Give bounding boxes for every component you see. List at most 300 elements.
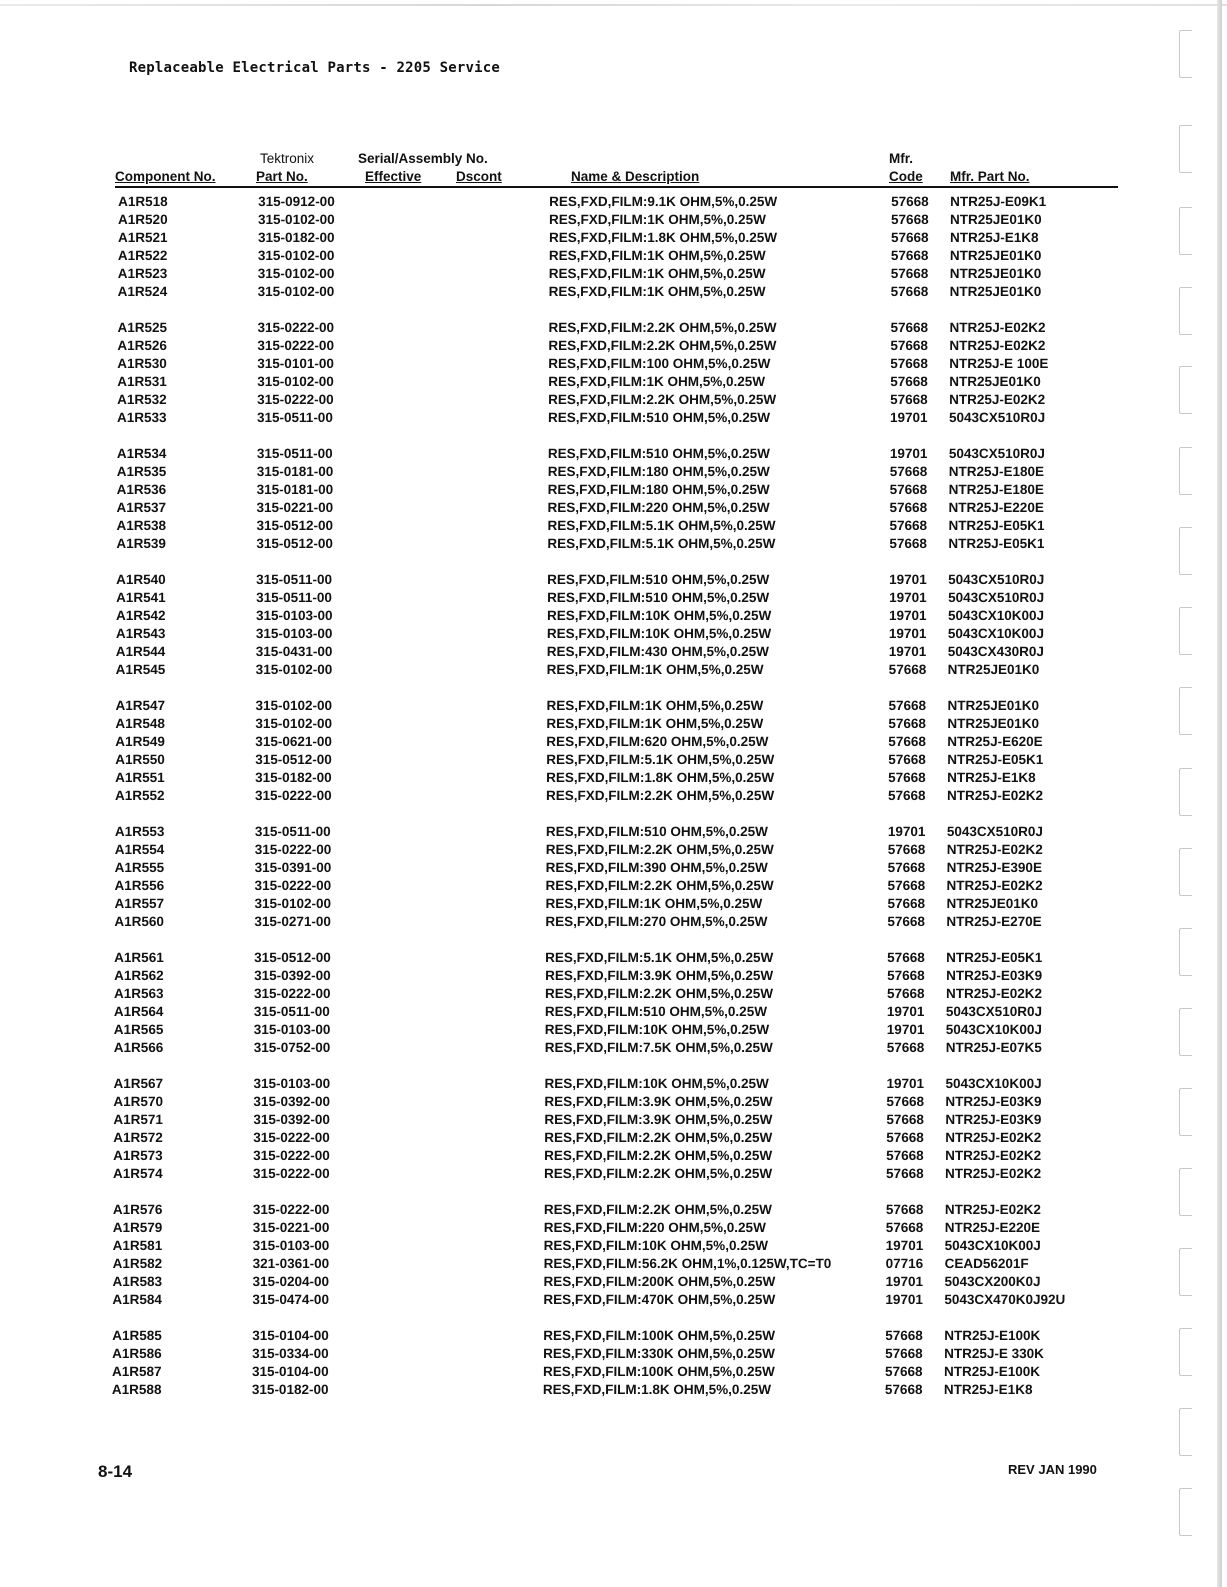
tektronix-part-no: 315-0912-00 <box>258 194 335 209</box>
mfr-part-no: NTR25J-E620E <box>947 734 1043 749</box>
mfr-code: 57668 <box>890 392 928 407</box>
component-no: A1R584 <box>112 1292 162 1307</box>
binding-hole <box>1179 366 1192 414</box>
mfr-part-no: 5043CX510R0J <box>945 1004 1043 1019</box>
component-no: A1R535 <box>116 464 167 479</box>
table-row <box>118 211 1121 229</box>
name-description: RES,FXD,FILM:220 OHM,5%,0.25W <box>543 1220 766 1235</box>
table-row <box>117 355 1120 373</box>
tektronix-part-no: 315-0222-00 <box>255 788 332 803</box>
row-group <box>113 1075 1117 1183</box>
name-description: RES,FXD,FILM:1K OHM,5%,0.25W <box>548 248 766 263</box>
tektronix-part-no: 315-0431-00 <box>255 644 333 659</box>
name-description: RES,FXD,FILM:510 OHM,5%,0.25W <box>547 572 770 587</box>
mfr-part-no: NTR25J-E270E <box>946 914 1042 929</box>
name-description: RES,FXD,FILM:390 OHM,5%,0.25W <box>545 860 768 875</box>
component-no: A1R545 <box>115 662 166 677</box>
table-row <box>115 823 1118 841</box>
name-description: RES,FXD,FILM:5.1K OHM,5%,0.25W <box>545 950 774 965</box>
tektronix-part-no: 315-0222-00 <box>253 1130 330 1145</box>
name-description: RES,FXD,FILM:3.9K OHM,5%,0.25W <box>545 968 774 983</box>
table-row <box>112 1327 1115 1345</box>
table-row <box>115 841 1118 859</box>
tektronix-part-no: 321-0361-00 <box>252 1256 330 1271</box>
mfr-part-no: NTR25J-E05K1 <box>948 536 1045 551</box>
mfr-part-no: NTR25J-E220E <box>944 1220 1041 1235</box>
table-row <box>115 715 1118 733</box>
name-description: RES,FXD,FILM:270 OHM,5%,0.25W <box>545 914 768 929</box>
binding-spine <box>1217 0 1222 1587</box>
mfr-code: 57668 <box>888 698 927 713</box>
name-description: RES,FXD,FILM:1K OHM,5%,0.25W <box>548 284 766 299</box>
name-description: RES,FXD,FILM:5.1K OHM,5%,0.25W <box>546 752 775 767</box>
table-row <box>114 1003 1117 1021</box>
mfr-code: 57668 <box>888 770 926 785</box>
table-row <box>113 1219 1116 1237</box>
table-row <box>113 1075 1116 1093</box>
table-row <box>116 517 1119 535</box>
name-description: RES,FXD,FILM:510 OHM,5%,0.25W <box>547 410 771 425</box>
mfr-code: 57668 <box>890 356 928 371</box>
component-no: A1R565 <box>113 1022 164 1037</box>
component-no: A1R523 <box>117 266 168 281</box>
mfr-part-no: 5043CX10K00J <box>947 626 1045 641</box>
mfr-part-no: 5043CX470K0J92U <box>944 1292 1066 1307</box>
name-description: RES,FXD,FILM:2.2K OHM,5%,0.25W <box>544 986 774 1001</box>
mfr-code: 57668 <box>890 320 929 335</box>
row-group <box>117 319 1121 427</box>
mfr-part-no: NTR25J-E05K1 <box>947 752 1044 767</box>
mfr-code: 57668 <box>885 1202 924 1217</box>
mfr-part-no: NTR25J-E02K2 <box>949 338 1046 353</box>
component-no: A1R530 <box>117 356 167 371</box>
name-description: RES,FXD,FILM:7.5K OHM,5%,0.25W <box>544 1040 773 1055</box>
tektronix-part-no: 315-0221-00 <box>256 500 334 515</box>
name-description: RES,FXD,FILM:10K OHM,5%,0.25W <box>543 1238 769 1253</box>
component-no: A1R572 <box>113 1130 163 1145</box>
component-no: A1R582 <box>112 1256 163 1271</box>
mfr-code: 57668 <box>886 1166 924 1181</box>
table-row <box>113 1237 1116 1255</box>
mfr-code: 57668 <box>890 284 929 299</box>
page-number: 8-14 <box>98 1462 133 1481</box>
name-description: RES,FXD,FILM:330K OHM,5%,0.25W <box>543 1346 775 1361</box>
tektronix-part-no: 315-0102-00 <box>254 896 332 911</box>
binding-hole <box>1179 928 1192 976</box>
page-top-edge <box>0 4 1227 6</box>
mfr-part-no: NTR25J-E02K2 <box>946 842 1043 857</box>
tektronix-part-no: 315-0204-00 <box>252 1274 330 1289</box>
table-row <box>113 1147 1116 1165</box>
tektronix-part-no: 315-0392-00 <box>254 968 331 983</box>
name-description: RES,FXD,FILM:200K OHM,5%,0.25W <box>543 1274 776 1289</box>
name-description: RES,FXD,FILM:10K OHM,5%,0.25W <box>544 1076 769 1091</box>
name-description: RES,FXD,FILM:620 OHM,5%,0.25W <box>546 734 769 749</box>
name-description: RES,FXD,FILM:2.2K OHM,5%,0.25W <box>545 842 774 857</box>
tektronix-part-no: 315-0511-00 <box>256 572 333 587</box>
component-no: A1R539 <box>116 536 166 551</box>
component-no: A1R532 <box>117 392 167 407</box>
component-no: A1R563 <box>113 986 164 1001</box>
name-description: RES,FXD,FILM:2.2K OHM,5%,0.25W <box>548 320 777 335</box>
mfr-code: 57668 <box>887 842 926 857</box>
tektronix-part-no: 315-0103-00 <box>252 1238 330 1253</box>
table-row <box>115 733 1118 751</box>
tektronix-part-no: 315-0221-00 <box>252 1220 330 1235</box>
mfr-code: 19701 <box>889 446 928 461</box>
mfr-part-no: NTR25J-E180E <box>948 482 1045 497</box>
component-no: A1R566 <box>113 1040 164 1055</box>
component-no: A1R583 <box>112 1274 163 1289</box>
mfr-code: 57668 <box>891 194 929 209</box>
table-row <box>112 1381 1115 1399</box>
tektronix-part-no: 315-0222-00 <box>253 1148 330 1163</box>
name-description: RES,FXD,FILM:10K OHM,5%,0.25W <box>544 1022 770 1037</box>
component-no: A1R573 <box>113 1148 163 1163</box>
mfr-code: 57668 <box>887 914 925 929</box>
binding-hole <box>1179 607 1192 655</box>
component-no: A1R544 <box>115 644 166 659</box>
binding-hole <box>1179 1408 1192 1456</box>
mfr-part-no: NTR25J-E02K2 <box>949 392 1046 407</box>
table-row <box>115 787 1118 805</box>
table-row <box>118 247 1121 265</box>
name-description: RES,FXD,FILM:56.2K OHM,1%,0.125W,TC=T0 <box>543 1256 832 1271</box>
mfr-part-no: CEAD56201F <box>944 1256 1029 1271</box>
mfr-code: 57668 <box>888 716 927 731</box>
tektronix-part-no: 315-0621-00 <box>255 734 332 749</box>
tektronix-part-no: 315-0512-00 <box>255 752 332 767</box>
mfr-part-no: NTR25J-E390E <box>946 860 1043 875</box>
mfr-code: 57668 <box>890 230 929 245</box>
mfr-part-no: NTR25JE01K0 <box>947 662 1040 677</box>
mfr-part-no: NTR25J-E03K9 <box>946 968 1043 983</box>
tektronix-part-no: 315-0103-00 <box>253 1076 331 1091</box>
row-group <box>112 1201 1116 1309</box>
tektronix-part-no: 315-0102-00 <box>257 374 334 389</box>
tektronix-part-no: 315-0181-00 <box>256 482 334 497</box>
tektronix-part-no: 315-0103-00 <box>253 1022 331 1037</box>
mfr-code: 19701 <box>886 1022 925 1037</box>
name-description: RES,FXD,FILM:100K OHM,5%,0.25W <box>542 1364 775 1379</box>
mfr-part-no: NTR25JE01K0 <box>947 716 1040 731</box>
mfr-part-no: NTR25JE01K0 <box>946 896 1039 911</box>
tektronix-part-no: 315-0391-00 <box>254 860 332 875</box>
component-no: A1R524 <box>117 284 168 299</box>
name-description: RES,FXD,FILM:180 OHM,5%,0.25W <box>547 464 770 479</box>
name-description: RES,FXD,FILM:220 OHM,5%,0.25W <box>547 500 770 515</box>
tektronix-part-no: 315-0104-00 <box>252 1328 329 1343</box>
mfr-part-no: 5043CX10K00J <box>945 1076 1042 1091</box>
table-row <box>117 445 1120 463</box>
name-description: RES,FXD,FILM:2.2K OHM,5%,0.25W <box>544 1130 773 1145</box>
component-no: A1R554 <box>114 842 165 857</box>
table-row <box>115 877 1118 895</box>
mfr-code: 57668 <box>890 248 929 263</box>
tektronix-part-no: 315-0181-00 <box>256 464 334 479</box>
table-row <box>118 229 1121 247</box>
mfr-part-no: NTR25JE01K0 <box>949 266 1042 281</box>
table-row <box>117 337 1120 355</box>
mfr-part-no: NTR25J-E03K9 <box>945 1094 1042 1109</box>
table-row <box>115 769 1118 787</box>
mfr-code: 57668 <box>889 482 928 497</box>
tektronix-part-no: 315-0511-00 <box>256 590 332 605</box>
table-row <box>115 751 1118 769</box>
mfr-code: 57668 <box>886 1040 925 1055</box>
component-no: A1R536 <box>116 482 167 497</box>
tektronix-part-no: 315-0512-00 <box>254 950 331 965</box>
name-description: RES,FXD,FILM:1K OHM,5%,0.25W <box>548 374 766 389</box>
name-description: RES,FXD,FILM:1K OHM,5%,0.25W <box>549 212 766 227</box>
mfr-part-no: 5043CX200K0J <box>944 1274 1041 1289</box>
mfr-part-no: NTR25JE01K0 <box>950 212 1042 227</box>
tektronix-part-no: 315-0222-00 <box>254 878 332 893</box>
mfr-part-no: NTR25J-E 330K <box>944 1346 1044 1361</box>
tektronix-part-no: 315-0102-00 <box>257 248 335 263</box>
header-part-no: Part No. <box>256 169 308 184</box>
component-no: A1R586 <box>112 1346 162 1361</box>
tektronix-part-no: 315-0752-00 <box>253 1040 331 1055</box>
component-no: A1R564 <box>113 1004 164 1019</box>
page-header-title: Replaceable Electrical Parts - 2205 Service <box>129 60 501 76</box>
table-row <box>114 1021 1117 1039</box>
name-description: RES,FXD,FILM:2.2K OHM,5%,0.25W <box>548 338 777 353</box>
table-row <box>113 1255 1116 1273</box>
table-row <box>112 1363 1115 1381</box>
name-description: RES,FXD,FILM:2.2K OHM,5%,0.25W <box>544 1148 773 1163</box>
table-row <box>117 463 1120 481</box>
mfr-code: 57668 <box>885 1220 924 1235</box>
name-description: RES,FXD,FILM:100 OHM,5%,0.25W <box>548 356 771 371</box>
table-row <box>113 1093 1116 1111</box>
mfr-part-no: 5043CX510R0J <box>948 590 1045 605</box>
mfr-part-no: 5043CX510R0J <box>948 572 1045 587</box>
row-group <box>114 949 1118 1057</box>
row-group <box>116 445 1120 553</box>
component-no: A1R550 <box>115 752 165 767</box>
tektronix-part-no: 315-0511-00 <box>254 824 331 839</box>
mfr-part-no: NTR25J-E02K2 <box>945 1166 1042 1181</box>
mfr-code: 57668 <box>885 1328 923 1343</box>
component-no: A1R534 <box>116 446 167 461</box>
binding-edge <box>1165 0 1227 1587</box>
binding-hole <box>1179 527 1192 575</box>
table-row <box>116 661 1119 679</box>
tektronix-part-no: 315-0102-00 <box>258 212 335 227</box>
header-serial-assembly: Serial/Assembly No. <box>358 151 488 166</box>
mfr-part-no: NTR25J-E02K2 <box>944 1202 1041 1217</box>
mfr-code: 07716 <box>885 1256 924 1271</box>
mfr-code: 57668 <box>888 734 926 749</box>
tektronix-part-no: 315-0103-00 <box>255 626 333 641</box>
table-row <box>117 391 1120 409</box>
mfr-code: 57668 <box>886 1130 924 1145</box>
tektronix-part-no: 315-0102-00 <box>255 716 333 731</box>
mfr-part-no: 5043CX10K00J <box>945 1022 1042 1037</box>
component-no: A1R560 <box>114 914 164 929</box>
name-description: RES,FXD,FILM:1K OHM,5%,0.25W <box>546 698 764 713</box>
mfr-code: 57668 <box>888 752 926 767</box>
name-description: RES,FXD,FILM:2.2K OHM,5%,0.25W <box>544 1166 773 1181</box>
table-row <box>114 985 1117 1003</box>
mfr-part-no: NTR25J-E 100E <box>949 356 1049 371</box>
component-no: A1R542 <box>115 608 166 623</box>
mfr-code: 19701 <box>885 1292 923 1307</box>
mfr-part-no: 5043CX510R0J <box>948 446 1045 461</box>
binding-hole <box>1179 1088 1192 1136</box>
mfr-code: 19701 <box>889 590 927 605</box>
header-mfr: Mfr. <box>889 151 914 166</box>
component-no: A1R525 <box>117 320 168 335</box>
mfr-part-no: NTR25JE01K0 <box>949 284 1042 299</box>
tektronix-part-no: 315-0182-00 <box>251 1382 329 1397</box>
mfr-code: 57668 <box>889 518 928 533</box>
name-description: RES,FXD,FILM:510 OHM,5%,0.25W <box>545 824 768 839</box>
header-effective: Effective <box>365 169 422 184</box>
mfr-code: 19701 <box>888 626 927 641</box>
row-group <box>118 193 1122 301</box>
name-description: RES,FXD,FILM:1.8K OHM,5%,0.25W <box>548 230 778 245</box>
table-row <box>116 589 1119 607</box>
component-no: A1R537 <box>116 500 167 515</box>
table-row <box>112 1291 1115 1309</box>
component-no: A1R543 <box>115 626 166 641</box>
table-row <box>117 373 1120 391</box>
component-no: A1R556 <box>114 878 165 893</box>
name-description: RES,FXD,FILM:1K OHM,5%,0.25W <box>548 266 766 281</box>
mfr-code: 57668 <box>890 338 928 353</box>
name-description: RES,FXD,FILM:470K OHM,5%,0.25W <box>543 1292 776 1307</box>
table-row <box>115 859 1118 877</box>
revision-date: REV JAN 1990 <box>1008 1462 1097 1477</box>
binding-hole <box>1179 1248 1192 1296</box>
table-row <box>114 913 1117 931</box>
name-description: RES,FXD,FILM:2.2K OHM,5%,0.25W <box>548 392 777 407</box>
component-no: A1R581 <box>112 1238 163 1253</box>
name-description: RES,FXD,FILM:10K OHM,5%,0.25W <box>546 626 772 641</box>
header-mfr-code: Code <box>889 169 923 184</box>
table-row <box>118 283 1121 301</box>
table-row <box>117 409 1120 427</box>
name-description: RES,FXD,FILM:2.2K OHM,5%,0.25W <box>545 878 774 893</box>
mfr-code: 57668 <box>890 266 929 281</box>
table-row <box>116 571 1119 589</box>
table-row <box>116 625 1119 643</box>
component-no: A1R579 <box>112 1220 163 1235</box>
name-description: RES,FXD,FILM:1K OHM,5%,0.25W <box>546 662 764 677</box>
mfr-code: 57668 <box>890 374 928 389</box>
component-no: A1R567 <box>113 1076 164 1091</box>
table-row <box>113 1201 1116 1219</box>
binding-hole <box>1179 848 1192 896</box>
tektronix-part-no: 315-0102-00 <box>257 284 335 299</box>
mfr-part-no: NTR25J-E07K5 <box>945 1040 1042 1055</box>
tektronix-part-no: 315-0182-00 <box>257 230 335 245</box>
component-no: A1R570 <box>113 1094 164 1109</box>
mfr-code: 57668 <box>887 896 926 911</box>
binding-hole <box>1179 687 1192 735</box>
table-row <box>114 967 1117 985</box>
component-no: A1R547 <box>115 698 166 713</box>
binding-hole <box>1179 207 1192 255</box>
mfr-code: 57668 <box>886 1094 925 1109</box>
header-tektronix: Tektronix <box>260 151 315 166</box>
mfr-part-no: 5043CX10K00J <box>944 1238 1041 1253</box>
component-no: A1R521 <box>117 230 168 245</box>
component-no: A1R585 <box>112 1328 162 1343</box>
mfr-part-no: 5043CX430R0J <box>947 644 1044 659</box>
mfr-code: 19701 <box>888 608 927 623</box>
mfr-part-no: NTR25J-E05K1 <box>948 518 1045 533</box>
table-row <box>114 895 1117 913</box>
name-description: RES,FXD,FILM:3.9K OHM,5%,0.25W <box>544 1112 773 1127</box>
mfr-part-no: 5043CX510R0J <box>948 410 1046 425</box>
name-description: RES,FXD,FILM:5.1K OHM,5%,0.25W <box>547 518 776 533</box>
tektronix-part-no: 315-0511-00 <box>256 410 333 425</box>
name-description: RES,FXD,FILM:510 OHM,5%,0.25W <box>547 590 770 605</box>
mfr-part-no: NTR25J-E100K <box>944 1328 1041 1343</box>
row-group <box>112 1327 1115 1399</box>
mfr-code: 57668 <box>887 860 926 875</box>
tektronix-part-no: 315-0222-00 <box>257 338 335 353</box>
component-no: A1R531 <box>117 374 167 389</box>
name-description: RES,FXD,FILM:1K OHM,5%,0.25W <box>545 896 763 911</box>
component-no: A1R555 <box>114 860 165 875</box>
mfr-code: 57668 <box>889 500 928 515</box>
header-mfr-part-no: Mfr. Part No. <box>950 169 1030 184</box>
component-no: A1R571 <box>113 1112 163 1127</box>
component-no: A1R553 <box>114 824 165 839</box>
component-no: A1R541 <box>116 590 166 605</box>
name-description: RES,FXD,FILM:180 OHM,5%,0.25W <box>547 482 770 497</box>
tektronix-part-no: 315-0474-00 <box>252 1292 330 1307</box>
name-description: RES,FXD,FILM:3.9K OHM,5%,0.25W <box>544 1094 773 1109</box>
mfr-part-no: NTR25J-E100K <box>943 1364 1041 1379</box>
table-row <box>118 193 1121 211</box>
tektronix-part-no: 315-0222-00 <box>257 320 335 335</box>
mfr-code: 57668 <box>889 464 928 479</box>
mfr-code: 19701 <box>885 1274 924 1289</box>
name-description: RES,FXD,FILM:100K OHM,5%,0.25W <box>543 1328 776 1343</box>
mfr-code: 57668 <box>889 536 927 551</box>
row-group <box>115 697 1119 805</box>
mfr-code: 57668 <box>888 788 926 803</box>
name-description: RES,FXD,FILM:9.1K OHM,5%,0.25W <box>549 194 778 209</box>
name-description: RES,FXD,FILM:430 OHM,5%,0.25W <box>546 644 769 659</box>
component-no: A1R520 <box>118 212 168 227</box>
name-description: RES,FXD,FILM:1K OHM,5%,0.25W <box>546 716 764 731</box>
table-row <box>116 535 1119 553</box>
binding-hole <box>1179 1328 1192 1376</box>
tektronix-part-no: 315-0512-00 <box>256 518 334 533</box>
binding-hole <box>1179 125 1192 173</box>
tektronix-part-no: 315-0102-00 <box>255 698 333 713</box>
mfr-code: 19701 <box>887 824 926 839</box>
mfr-part-no: NTR25J-E02K2 <box>947 788 1044 803</box>
mfr-part-no: NTR25J-E09K1 <box>950 194 1047 209</box>
tektronix-part-no: 315-0392-00 <box>253 1112 330 1127</box>
mfr-part-no: NTR25J-E02K2 <box>949 320 1046 335</box>
mfr-part-no: NTR25J-E220E <box>948 500 1044 515</box>
mfr-code: 19701 <box>885 1238 924 1253</box>
mfr-code: 57668 <box>885 1346 923 1361</box>
row-group <box>116 571 1120 679</box>
component-no: A1R549 <box>115 734 165 749</box>
mfr-code: 57668 <box>888 662 927 677</box>
header-name-description: Name & Description <box>571 169 700 184</box>
mfr-part-no: NTR25JE01K0 <box>949 374 1041 389</box>
